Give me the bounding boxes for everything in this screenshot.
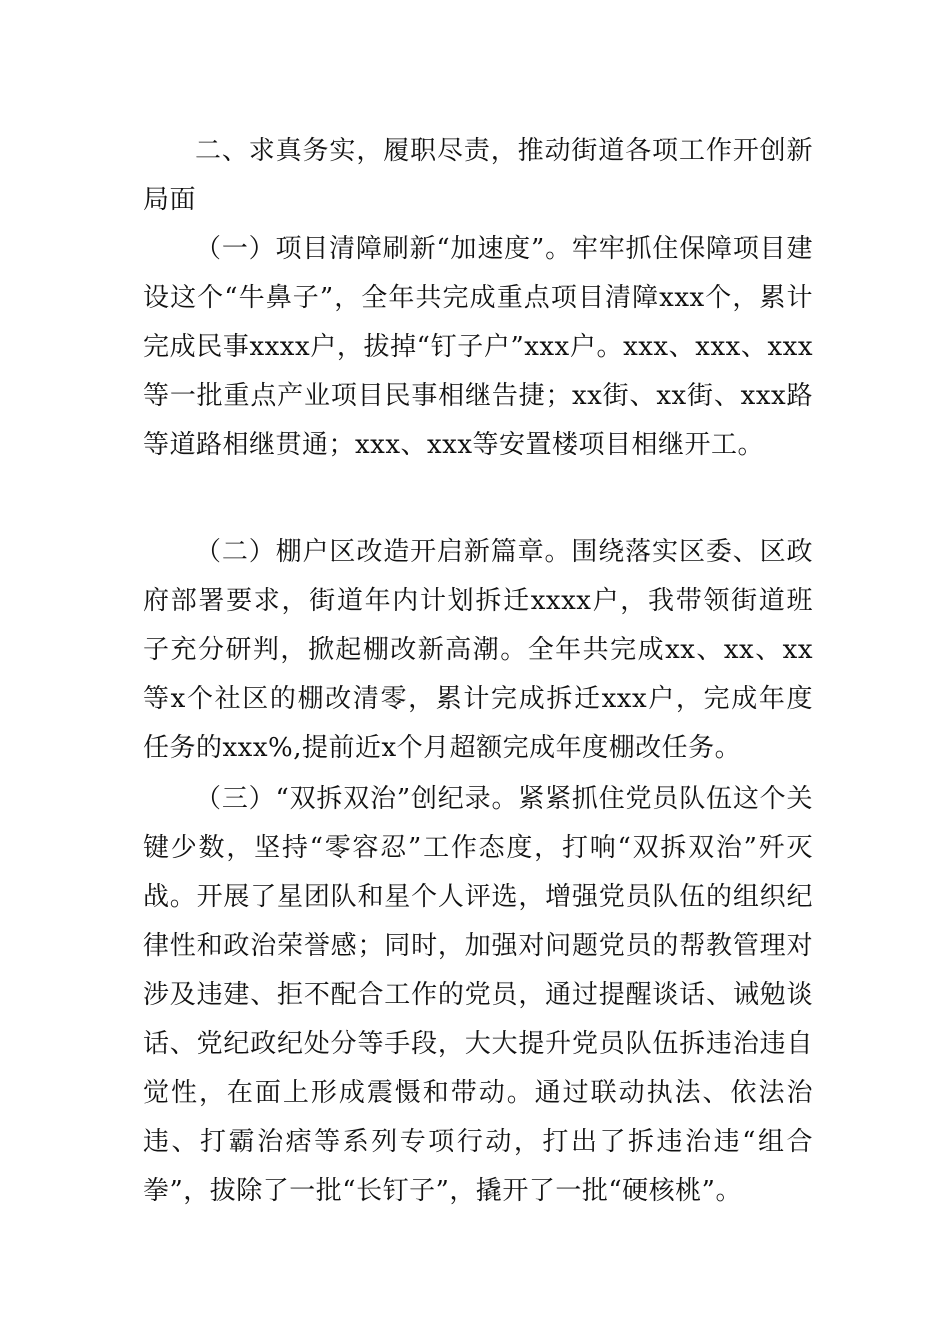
paragraph-double-demolition: （三）“双拆双治”创纪录。紧紧抓住党员队伍这个关键少数，坚持“零容忍”工作态度，打响“双拆双治”歼灭战。开展了星团队和星个人评选，增强党员队伍的组织纪律性和政治荣誉感；同时，加强对问题党员的帮教管理对涉及违建、拒不配合工作的党员，通过提醒谈话、诫勉谈话、党纪政纪处分等手段，大大提升党员队伍拆违治违自觉性，在面上形成震慑和带动。通过联动执法、依法治违、打霸治痞等系列专项行动，打出了拆违治违“组合拳”，拔除了一批“长钉子”，撬开了一批“硬核桃”。: [143, 784, 813, 1206]
section-heading: 二、求真务实，履职尽责，推动街道各项工作开创新局面: [143, 136, 813, 215]
paragraph-project-clearance: （一）项目清障刷新“加速度”。牢牢抓住保障项目建设这个“牛鼻子”，全年共完成重点项目清障xxx个，累计完成民事xxxx户，拔掉“钉子户”xxx户。xxx、xxx、xxx等一批重点产业项目民事相继告捷；xx街、xx街、xxx路等道路相继贯通；xxx、xxx等安置楼项目相继开工。: [143, 234, 813, 460]
paragraph-shantytown-renovation: （二）棚户区改造开启新篇章。围绕落实区委、区政府部署要求，街道年内计划拆迁xxxx户，我带领街道班子充分研判，掀起棚改新高潮。全年共完成xx、xx、xx等x个社区的棚改清零，累计完成拆迁xxx户，完成年度任务的xxx%,提前近x个月超额完成年度棚改任务。: [143, 537, 813, 763]
